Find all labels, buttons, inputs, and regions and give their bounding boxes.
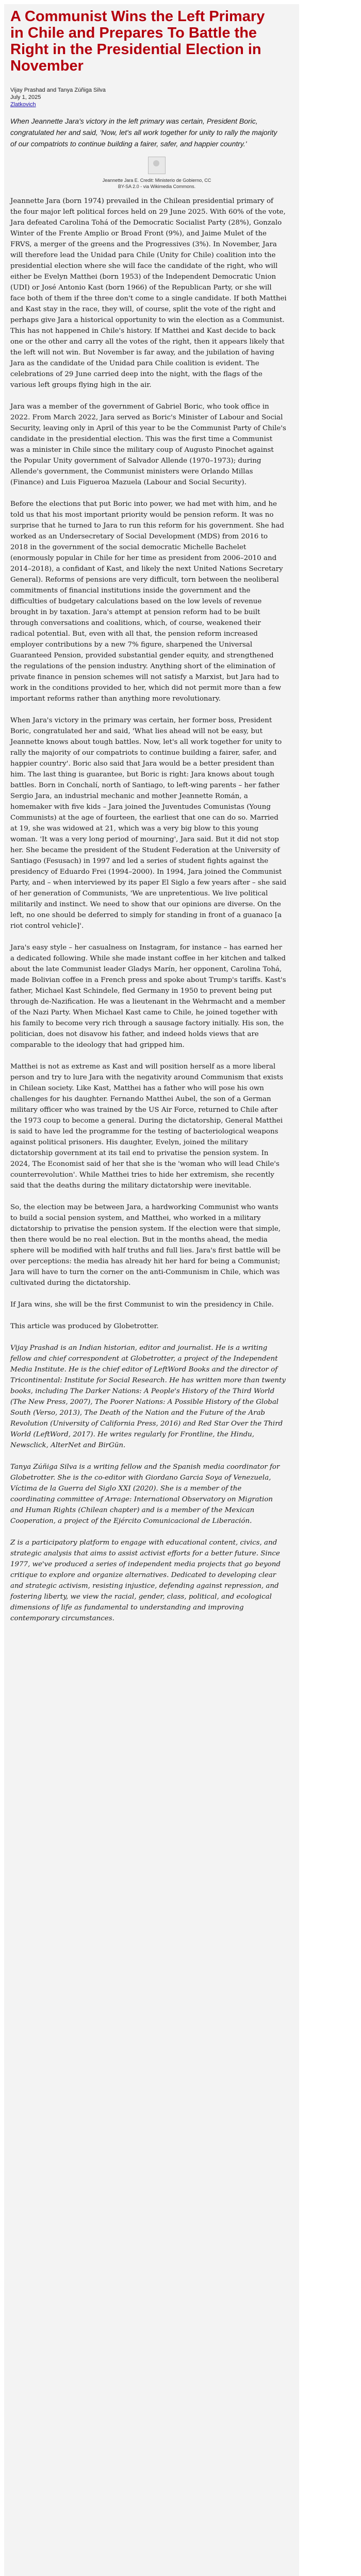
paragraph: If Jara wins, she will be the first Communist to win the presidency in Chile. bbox=[10, 1301, 274, 1309]
source-link[interactable]: Zlatkovich bbox=[10, 101, 36, 108]
paragraph: Jara was a member of the government of Gabriel Boric, who took office in 2022. From March 2022, Jara served as Boric's Minister of Labour and Social Security, leaving only in April of this year to be the Communist Party of Chile's candidate in the presidential election. This was the first time a Communist was a minister in Chile since the military coup of Augusto Pinochet against the Popular Unity government of Salvador Allende (1970–1973); during Allende's government, the Communist ministers were Orlando Millas (Finance) and Luis Figueroa Mazuela (Labour and Social Security). bbox=[10, 403, 286, 486]
article-title: A Communist Wins the Left Primary in Chile and Prepares To Battle the Right in the Presidential Election in November bbox=[10, 8, 265, 74]
photo-caption-line-2: BY-SA 2.0 - via Wikimedia Commons. bbox=[118, 184, 196, 189]
paragraph: This article was produced by Globetrotter. bbox=[10, 1323, 159, 1330]
article-meta bbox=[10, 87, 106, 108]
author-bio: Tanya Zúñiga Silva is a writing fellow and the Spanish media coordinator for Globetrotter. She is the co-editor with Giordano Garcia Soya of Venezuela, Víctima de la Guerra del Siglo XXI (2020). She is a member of the coordinating committee of Arrage: International Observatory on Migration and Human Rights (Chilean chapter) and is a member of the Mexican Cooperation, a project of the Ejército Comunicacional de Liberación. bbox=[10, 1463, 280, 1525]
paragraph: When Jara's victory in the primary was certain, her former boss, President Boric, congratulated her and said, 'What lies ahead will not be easy, but Jeannette knows about tough battles. Now, let's all work together for unity to rally the majority of our compatriots to continue building a fairer, safer, and happier country'. Boric also said that Jara would be a better president than him. The last thing is guarantee, but Boric is right: Jara knows about tough battles. Born in Conchalí, north of Santiago, to left-wing parents – her father Sergio Jara, an industrial mechanic and mother Jeannette Román, a homemaker with five kids – Jara joined the Juventudes Comunistas (Young Communists) at the age of fourteen, the earliest that one can do so. Married at 19, she was widowed at 21, which was a very big blow to this young woman. 'It was a very long period of mourning', Jara said. But it did not stop her. She became the president of the Student Federation at the University of Santiago (Fesusach) in 1997 and led a series of student fights against the presidency of Eduardo Frei (1994–2000). In 1994, Jara joined the Communist Party, and – when interviewed by its paper El Siglo a few years after – she said of her generation of Communists, 'We are unpretentious. We live political militarily and instinct. We need to show that our opinions are diverse. On the left, no one should be deferred to simply for standing in front of a guanaco [a riot control vehicle]'. bbox=[10, 717, 287, 930]
lede-text: When Jeannette Jara's victory in the left primary was certain, President Boric, congratulated her and said, 'Now, let's all work together for unity to rally the majority of our compatriots to continue building a fairer, safer, and happier country.' bbox=[10, 117, 277, 148]
paragraph: Matthei is not as extreme as Kast and will position herself as a more liberal person and try to lure Jara with the negativity around Communism that exists in Chilean society. Like Kast, Matthei has a father who will pose his own challenges for his daughter. Fernando Matthei Aubel, the son of a German military officer who was trained by the US Air Force, returned to Chile after the 1973 coup to become a general. During the dictatorship, General Matthei is said to have led the programme for the testing of bacteriological weapons against political prisoners. His daughter, Evelyn, joined the military dictatorship government at its tail end to privatise the pension system. In 2024, The Economist said of her that she is the 'woman who will lead Chile's counterrevolution'. While Matthei tries to hide her extremism, she recently said that the deaths during the military dictatorship were inevitable. bbox=[10, 1063, 284, 1190]
publish-date: July 1, 2025 bbox=[10, 94, 41, 100]
photo-caption-line-1: Jeannette Jara E. Credit: Ministerio de Gobierno, CC bbox=[102, 178, 211, 183]
photo-figure bbox=[95, 157, 219, 190]
paragraph: Jara's easy style – her casualness on Instagram, for instance – has earned her a dedicated following. While she made instant coffee in her kitchen and talked about the late Communist leader Gladys Marín, her opponent, Carolina Tohá, made Bolivian coffee in a French press and spoke about Trump's tariffs. Kast's father, Michael Kast Schindele, fled Germany in 1950 to prevent being put through de-Nazification. He was a lieutenant in the Wehrmacht and a member of the Nazi Party. When Michael Kast came to Chile, he joined together with his family to become very rich through a sausage factory initially. His son, the politician, does not disavow his father, and indeed holds views that are comparable to the ideology that had gripped him. bbox=[10, 944, 286, 1049]
article-card bbox=[4, 4, 299, 2576]
author-bio: Vijay Prashad is an Indian historian, editor and journalist. He is a writing fellow and chief correspondent at Globetrotter, a project of the Independent Media Institute. He is the chief editor of LeftWord Books and the director of Tricontinental: Institute for Social Research. He has written more than twenty books, including The Darker Nations: A People's History of the Third World (The New Press, 2007), The Poorer Nations: A Possible History of the Global South (Verso, 2013), The Death of the Nation and the Future of the Arab Revolution (University of California Press, 2016) and Red Star Over the Third World (LeftWord, 2017). He writes regularly for Frontline, the Hindu, Newsclick, AlterNet and BirGün. bbox=[10, 1344, 286, 1449]
publisher-bio: Z is a participatory platform to engage with educational content, civics, and strategic analysis that aims to assist activist efforts for a better future. Since 1977, we've produced a series of independent media projects that go beyond critique to explore and organize alternatives. Dedicated to developing clear and strategic activism, resisting injustice, defending against repression, and fostering liberty, we view the racial, gender, class, political, and ecological dimensions of life as fundamental to understanding and improving contemporary circumstances. bbox=[10, 1539, 281, 1622]
article-body bbox=[10, 196, 287, 1635]
paragraph: Jeannette Jara (born 1974) prevailed in the Chilean presidential primary of the four major left political forces held on 29 June 2025. With 60% of the vote, Jara defeated Carolina Tohá of the Democratic Socialist Party (28%), Gonzalo Winter of the Frente Amplio or Broad Front (9%), and Jaime Mulet of the FRVS, a merger of the greens and the Progressives (3%). In November, Jara will therefore lead the Unidad para Chile (Unity for Chile) coalition into the presidential election where she will face the candidate of the right, who will either be Evelyn Matthei (born 1953) of the Independent Democratic Union (UDI) or José Antonio Kast (born 1966) of the Republican Party, or she will face both of them if the three don't come to a single candidate. If both Matthei and Kast stay in the race, they will, of course, split the vote of the right and perhaps give Jara a historical opportunity to win the election as a Communist. This has not happened in Chile's history. If Matthei and Kast decide to back one or the other and carry all the votes of the right, then it appears likely that the left will not win. But November is far away, and the jubilation of having Jara as the candidate of the Unidad para Chile coalition is evident. The celebrations of 29 June carried deep into the night, with the flags of the various left groups flying high in the air. bbox=[10, 197, 287, 389]
paragraph: Before the elections that put Boric into power, we had met with him, and he told us that his most important priority would be pension reform. It was no surprise that he turned to Jara to run this reform for his government. She had worked as an Undersecretary of Social Development (MDS) from 2016 to 2018 in the government of the social democratic Michelle Bachelet (enormously popular in Chile for her time as president from 2006–2010 and 2014–2018), a confidant of Kast, and likely the next United Nations Secretary General). Reforms of pensions are very difficult, torn between the neoliberal commitments of financial institutions inside the government and the difficulties of budgetary calculations based on the low levels of revenue brought in by taxation. Jara's attempt at pension reform had to be built through conversations and coalitions, which, of course, weakened their radical potential. But, even with all that, the pension reform increased employer contributions by a new 7% figure, sharpened the Universal Guaranteed Pension, provided substantial gender equity, and strengthened the regulations of the pension industry. Anything short of the elimination of private finance in pension schemes will not satisfy a Marxist, but Jara had to work in the conditions provided to her, which did not permit more than a few important reforms rather than anything more revolutionary. bbox=[10, 500, 284, 703]
byline: Vijay Prashad and Tanya Zúñiga Silva bbox=[10, 87, 106, 93]
paragraph: So, the election may be between Jara, a hardworking Communist who wants to build a social pension system, and Matthei, who worked in a military dictatorship to privatise the pension system. If the election were that simple, then there would be no real election. But in the months ahead, the media sphere will be modified with half truths and full lies. Jara's first battle will be over perceptions: the media has already hit her hard for being a Communist; Jara will have to turn the corner on the anti-Communism in Chile, which was cultivated during the dictatorship. bbox=[10, 1204, 281, 1287]
photo-placeholder-icon bbox=[148, 157, 166, 174]
